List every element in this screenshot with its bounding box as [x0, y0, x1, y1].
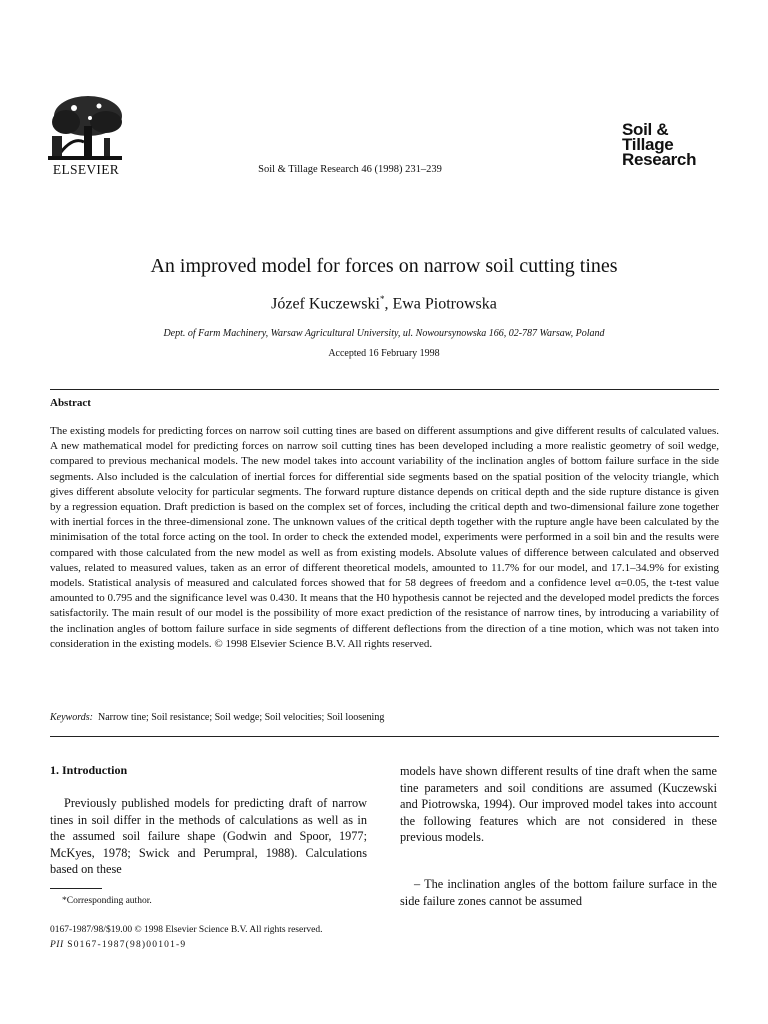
affiliation: Dept. of Farm Machinery, Warsaw Agricultural University, ul. Nowoursynowska 166, 02-787 Warsaw, Poland: [163, 328, 605, 339]
keywords-label: Keywords:: [50, 712, 93, 723]
footnote-divider: [50, 888, 102, 889]
author-first: Józef Kuczewski: [271, 295, 380, 313]
paper-title: An improved model for forces on narrow soil cutting tines: [150, 255, 618, 277]
pii-label: PII: [50, 940, 64, 950]
divider: [50, 736, 719, 737]
journal-logo-line: Tillage: [622, 135, 674, 154]
publisher-name: ELSEVIER: [52, 162, 120, 177]
journal-logo-line: Research: [622, 150, 697, 169]
list-item: – The inclination angles of the bottom failure surface in the side failure zones cannot be assumed: [400, 877, 717, 908]
abstract-heading: Abstract: [50, 397, 91, 409]
divider: [50, 389, 719, 390]
copyright-line: 0167-1987/98/$19.00 © 1998 Elsevier Science B.V. All rights reserved.: [50, 925, 323, 935]
journal-logo: [622, 122, 722, 167]
authors: [0, 294, 768, 313]
author-rest: , Ewa Piotrowska: [384, 295, 497, 313]
body-paragraph: models have shown different results of tine draft when the same tine parameters and soil conditions are assumed (Kuczewski and Piotrowska, 1994). Our improved model takes into account the following features which are not considered in these previous models.: [400, 764, 717, 845]
keywords-text: Narrow tine; Soil resistance; Soil wedge; Soil velocities; Soil loosening: [97, 712, 385, 723]
section-heading: 1. Introduction: [50, 763, 128, 777]
body-paragraph: Previously published models for predicting draft of narrow tines in soil differ in the methods of calculations as well as in the assumed soil failure shape (Godwin and Spoor, 1977; McKyes, 1978; Swick and Perumpral, 1988). Calculations based on these: [50, 796, 367, 877]
abstract-text: The existing models for predicting forces on narrow soil cutting tines are based on different assumptions and give different results of calculated values. A new mathematical model for predicting forces on narrow soil cutting tines has been developed including a more realistic geometry of soil wedge, compared to previous mechanical models. The new model takes into account variability of the inclination angles of bottom failure surface in the side segments. Also included is the calculation of inertial forces for differential side segments based on the spatial position of the velocity triangle, which gives different absolute velocity for particular segments. The forward rupture distance depends on critical depth and the side rupture distance is given by a regression equation. Draft prediction is based on the complex set of forces, including the critical depth and two-dimensional failure zone together with inertial forces in the three-dimensional zone. The unknown values of the critical depth together with the rupture angle have been calculated by the minimisation of the total force acting on the tool. In order to check the extended model, experiments were performed in a soil bin and the results were compared with those calculated from the new model as well as from existing models. Absolute values of difference between calculated and observed values, related to measured values, taken as an error of different theoretical models, amounted to 11.7% for our model, and 17.1–34.9% for existing models. Statistical analysis of measured and calculated forces showed that for 58 degrees of freedom and a confidence level α=0.05, the t-test value amounted to 0.795 and the significance level was 0.430. It means that the H0 hypothesis cannot be rejected and the developed model predicts the forces satisfactorily. The main result of our model is the possibility of more exact prediction of the resistance of narrow tines, by introducing a variability of the inclination angles of bottom failure surface in side segments of different deflections from the direction of a tine motion, which was not taken into consideration in the existing models. © 1998 Elsevier Science B.V. All rights reserved.: [50, 425, 719, 650]
journal-citation: Soil & Tillage Research 46 (1998) 231–239: [258, 164, 442, 175]
accepted-date: Accepted 16 February 1998: [328, 348, 440, 359]
corresponding-mark: *: [379, 294, 385, 304]
pii-line: [50, 940, 186, 950]
pii-value: S0167-1987(98)00101-9: [67, 940, 187, 950]
footnote: *Corresponding author.: [62, 896, 152, 906]
journal-logo-line: Soil &: [622, 120, 669, 139]
keywords: [50, 712, 719, 723]
